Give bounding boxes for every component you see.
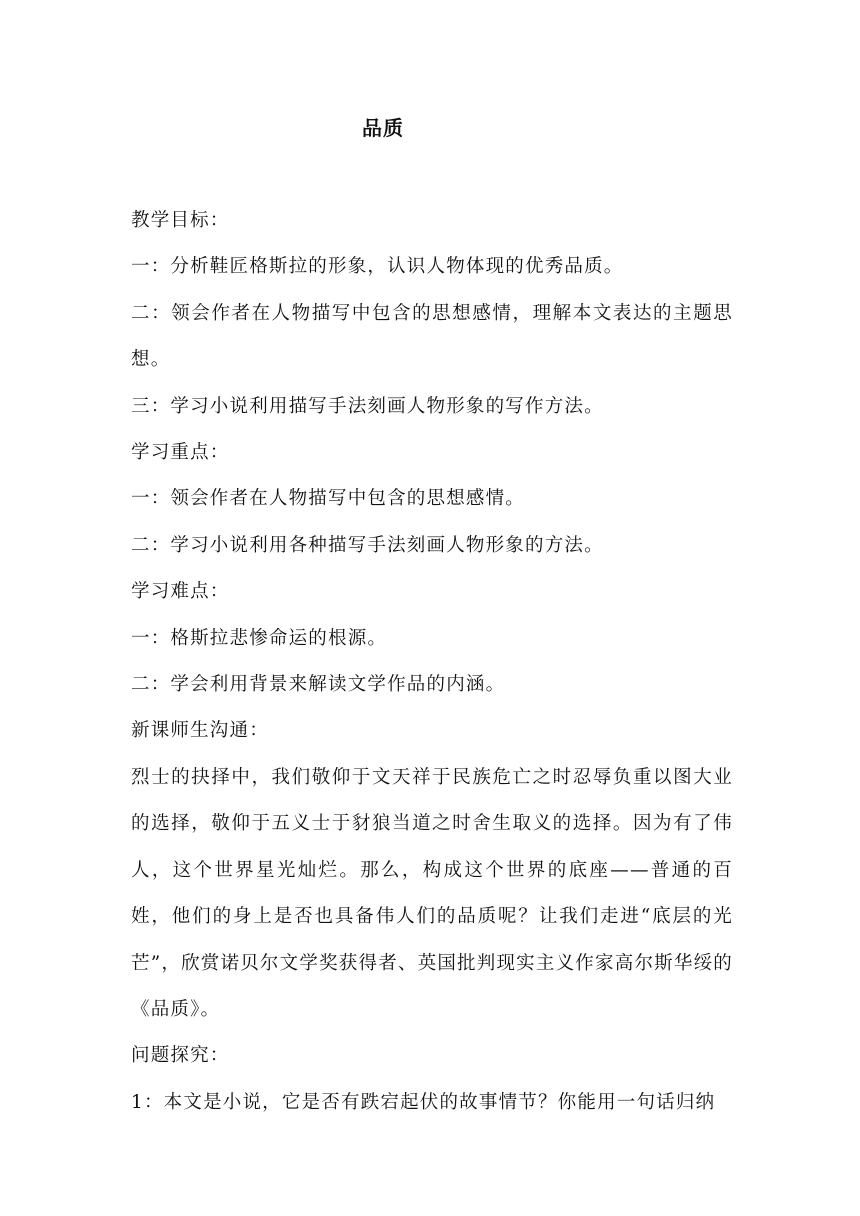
document-body [131,198,733,1126]
introduction-paragraph: 烈士的抉择中，我们敬仰于文天祥于民族危亡之时忍辱负重以图大业的选择，敬仰于五义士于豺狼当道之时舍生取义的选择。因为有了伟人，这个世界星光灿烂。那么，构成这个世界的底座——普通的百姓，他们的身上是否也具备伟人们的品质呢？让我们走进“底层的光芒”，欣赏诺贝尔文学奖获得者、英国批判现实主义作家高尔斯华绥的《品质》。 [131,766,733,1020]
section-heading-difficulties: 学习难点： [131,581,230,603]
section-heading-introduction: 新课师生沟通： [131,720,269,742]
difficulty-item: 二：学会利用背景来解读文学作品的内涵。 [131,674,506,696]
objective-item: 三：学习小说利用描写手法刻画人物形象的写作方法。 [131,395,604,417]
key-point-item: 一：领会作者在人物描写中包含的思想感情。 [131,488,526,510]
difficulty-item: 一：格斯拉悲惨命运的根源。 [131,627,388,649]
section-heading-objectives: 教学目标： [131,210,230,231]
section-heading-inquiry: 问题探究： [131,1045,230,1067]
inquiry-question: 1：本文是小说，它是否有跌宕起伏的故事情节？你能用一句话归纳 [131,1091,716,1113]
document-title: 品质 [362,116,404,140]
objective-item: 一：分析鞋匠格斯拉的形象，认识人物体现的优秀品质。 [131,256,624,278]
objective-item: 二：领会作者在人物描写中包含的思想感情，理解本文表达的主题思想。 [131,302,733,371]
section-heading-key-points: 学习重点： [131,442,230,464]
key-point-item: 二：学习小说利用各种描写手法刻画人物形象的方法。 [131,534,604,556]
